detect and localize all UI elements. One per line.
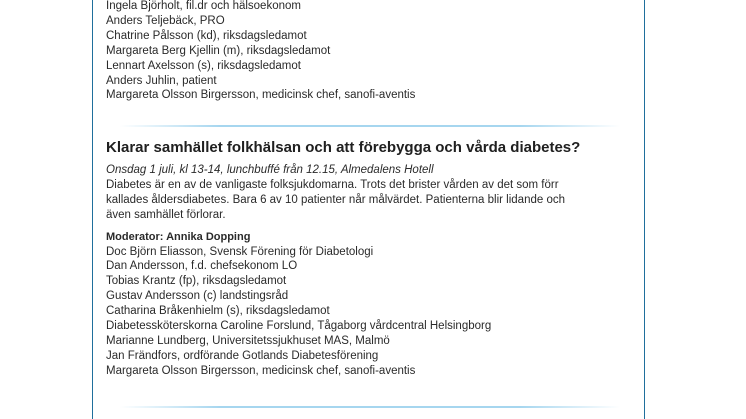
description-line: kallades åldersdiabetes. Bara 6 av 10 patienter når målvärdet. Patienterna blir lidande och [106,193,566,206]
event-description [106,178,636,223]
participant: Lennart Axelsson (s), riksdagsledamot [106,59,301,72]
participant: Diabetessköterskorna Caroline Forslund, Tågaborg vårdcentral Helsingborg [106,320,492,333]
previous-participant-list [106,0,636,103]
section-participant-list [106,245,636,379]
section-divider [120,125,620,127]
participant: Anders Juhlin, patient [106,74,217,87]
event-section [106,138,636,379]
participant: Margareta Olsson Birgersson, medicinsk chef, sanofi-aventis [106,89,416,102]
participant: Catharina Bråkenhielm (s), riksdagsledamot [106,305,330,318]
description-line: Diabetes är en av de vanligaste folksjukdomarna. Trots det brister vården av det som förr [106,178,559,191]
participant: Margareta Olsson Birgersson, medicinsk chef, sanofi-aventis [106,364,416,377]
right-border-line [644,0,645,419]
moderator: Moderator: Annika Dopping [106,230,251,243]
description-line: även samhället förlorar. [106,208,226,221]
participant: Ingela Björholt, fil.dr och hälsoekonom [106,0,301,12]
participant: Doc Björn Eliasson, Svensk Förening för Diabetologi [106,245,374,258]
participant: Tobias Krantz (fp), riksdagsledamot [106,275,287,288]
participant: Gustav Andersson (c) landstingsråd [106,290,289,303]
participant: Marianne Lundberg, Universitetssjukhuset MAS, Malmö [106,334,390,347]
section-title: Klarar samhället folkhälsan och att förebygga och vårda diabetes? [106,139,581,156]
participant: Chatrine Pålsson (kd), riksdagsledamot [106,29,307,42]
section-divider [120,406,620,408]
participant: Anders Teljebäck, PRO [106,14,225,27]
participant: Jan Frändfors, ordförande Gotlands Diabetesförening [106,349,379,362]
participant: Dan Andersson, f.d. chefsekonom LO [106,260,298,273]
event-meta: Onsdag 1 juli, kl 13-14, lunchbuffé från 12.15, Almedalens Hotell [106,164,434,176]
participant: Margareta Berg Kjellin (m), riksdagsledamot [106,44,331,57]
left-border-line [92,0,93,419]
